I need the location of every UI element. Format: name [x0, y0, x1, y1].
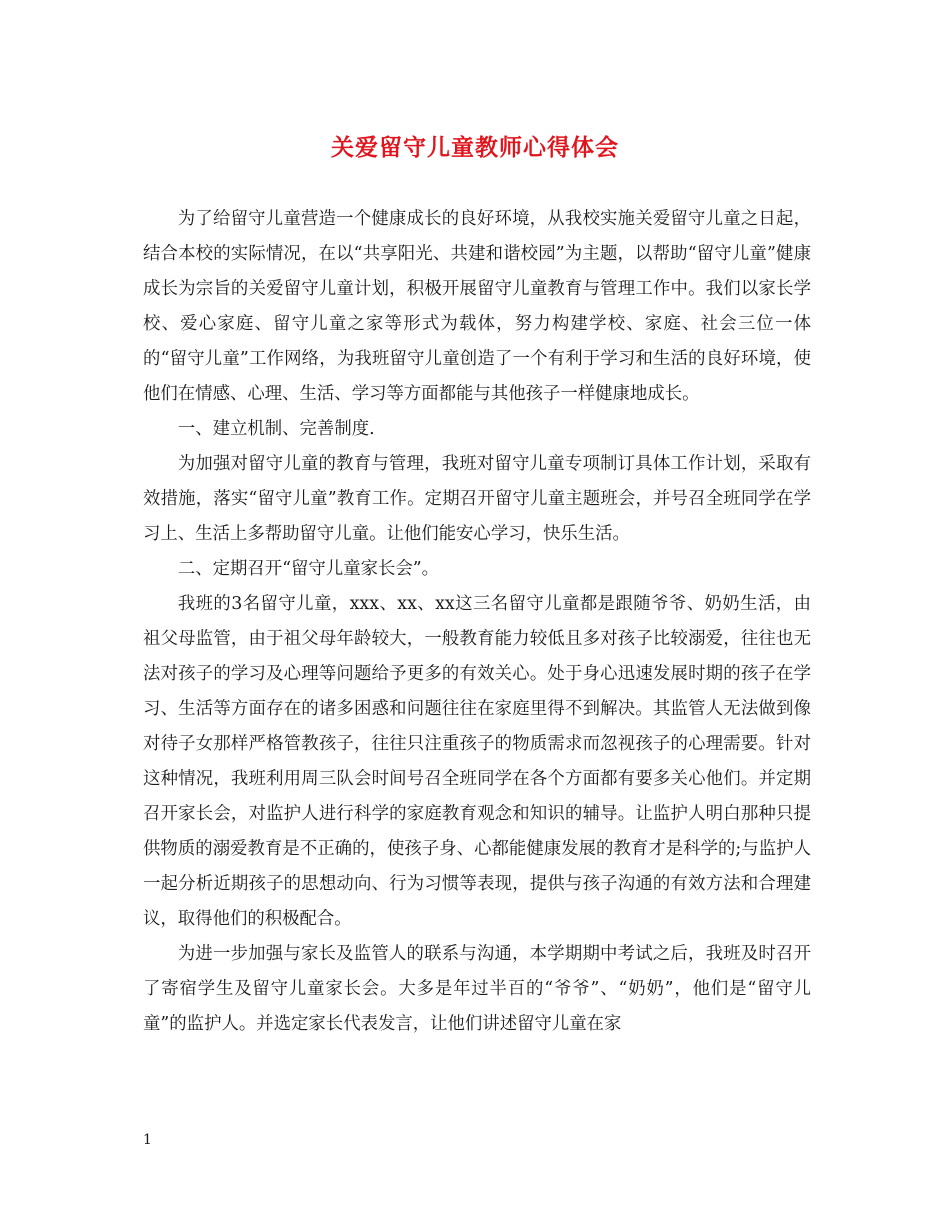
page-number: 1: [143, 1132, 152, 1148]
document-body: [143, 202, 811, 1042]
section-heading-1: 一、建立机制、完善制度.: [177, 419, 375, 439]
section-heading-2: 二、定期召开“留守儿童家长会”。: [177, 559, 440, 579]
paragraph-parent-meeting: 为进一步加强与家长及监管人的联系与沟通，本学期期中考试之后，我班及时召开了寄宿学生及留守儿童家长会。大多是年过半百的“爷爷”、“奶奶”，他们是“留守儿童”的监护人。并选定家长代表发言，让他们讲述留守儿童在家: [143, 944, 811, 1034]
paragraph-section-1: 为加强对留守儿童的教育与管理，我班对留守儿童专项制订具体工作计划，采取有效措施，落实“留守儿童”教育工作。定期召开留守儿童主题班会，并号召全班同学在学习上、生活上多帮助留守儿童。让他们能安心学习，快乐生活。: [143, 454, 811, 544]
paragraph-section-2: 我班的3名留守儿童，xxx、xx、xx这三名留守儿童都是跟随爷爷、奶奶生活，由祖父母监管，由于祖父母年龄较大，一般教育能力较低且多对孩子比较溺爱，往往也无法对孩子的学习及心理等问题给予更多的有效关心。处于身心迅速发展时期的孩子在学习、生活等方面存在的诸多困惑和问题往往在家庭里得不到解决。其监管人无法做到像对待子女那样严格管教孩子，往往只注重孩子的物质需求而忽视孩子的心理需要。针对这种情况，我班利用周三队会时间号召全班同学在各个方面都有要多关心他们。并定期召开家长会，对监护人进行科学的家庭教育观念和知识的辅导。让监护人明白那种只提供物质的溺爱教育是不正确的，使孩子身、心都能健康发展的教育才是科学的;与监护人一起分析近期孩子的思想动向、行为习惯等表现，提供与孩子沟通的有效方法和合理建议，取得他们的积极配合。: [143, 594, 811, 929]
document-title: 关爱留守儿童教师心得体会: [331, 135, 619, 161]
paragraph-intro: 为了给留守儿童营造一个健康成长的良好环境，从我校实施关爱留守儿童之日起，结合本校的实际情况，在以“共享阳光、共建和谐校园”为主题，以帮助“留守儿童”健康成长为宗旨的关爱留守儿童计划，积极开展留守儿童教育与管理工作中。我们以家长学校、爱心家庭、留守儿童之家等形式为载体，努力构建学校、家庭、社会三位一体的“留守儿童”工作网络，为我班留守儿童创造了一个有利于学习和生活的良好环境，使他们在情感、心理、生活、学习等方面都能与其他孩子一样健康地成长。: [143, 209, 811, 404]
